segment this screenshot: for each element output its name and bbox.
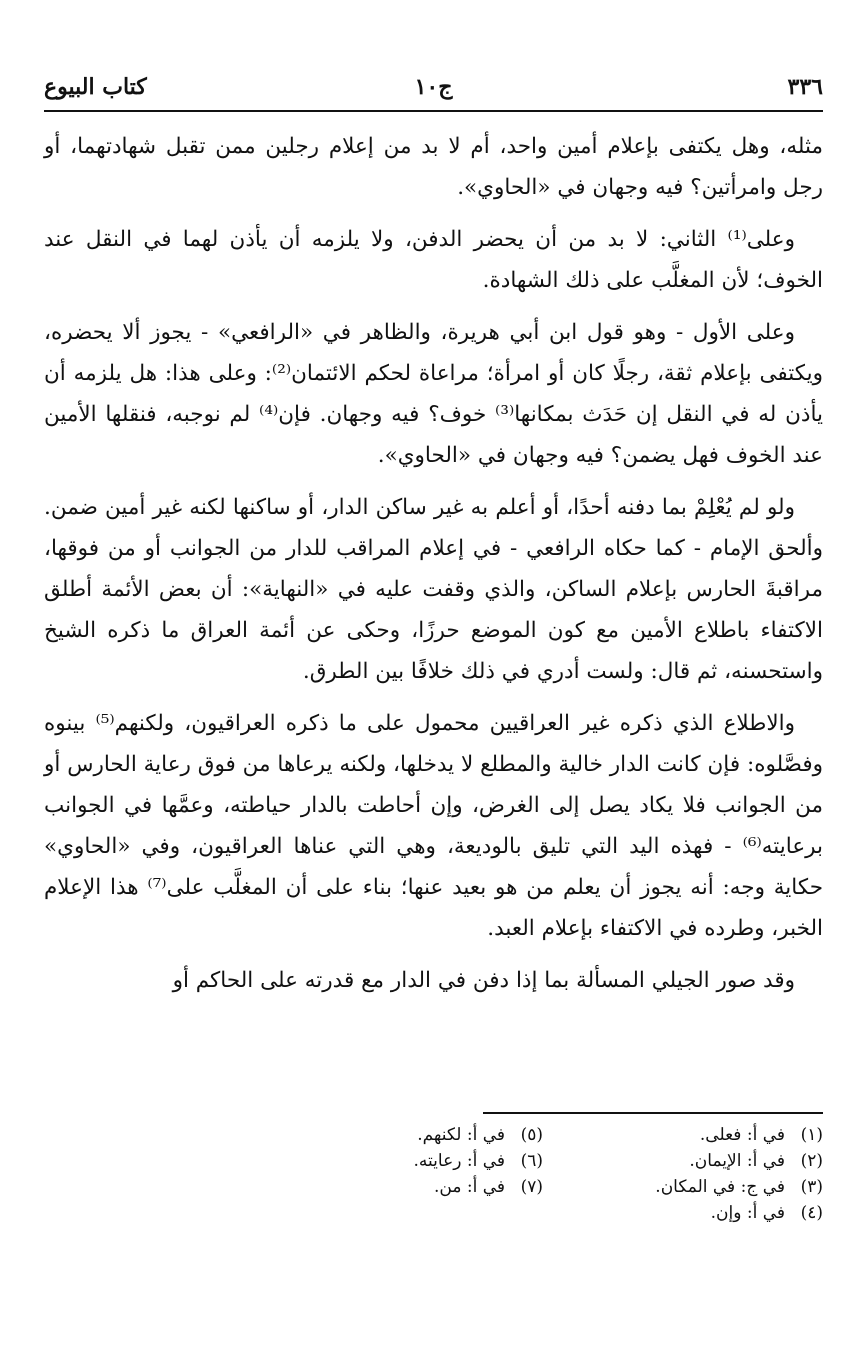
book-title: كتاب البيوع [44, 74, 147, 100]
footnote-text: في أ: من. [433, 1177, 505, 1197]
footnote [583, 1148, 823, 1174]
footnote-column-1 [583, 1122, 823, 1226]
paragraph: ولو لم يُعْلِمْ بما دفنه أحدًا، أو أعلم به غير ساكن الدار، أو ساكنها لكنه غير أمين ضمن. وألحق الإمام - كما حكاه الرافعي - في إعلام المراقب للدار من الجوانب أو من فوقها، مراقبةَ الحارس بإعلام الساكن، والذي وقفت عليه في «النهاية»: أن بعض الأئمة أطلق الاكتفاء باطلاع الأمين مع كون الموضع حرزًا، وحكى عن أئمة العراق ما ذكره الشيخ واستحسنه، ثم قال: ولست أدري في ذلك خلافًا بين الطرق. [44, 495, 823, 684]
footnote-column-2 [303, 1122, 543, 1226]
footnote [583, 1122, 823, 1148]
footnote-number: (٦) [520, 1151, 543, 1171]
footnote-text: في أ: لكنهم. [417, 1125, 505, 1145]
running-header [44, 60, 823, 112]
main-text [44, 126, 823, 1001]
page [44, 60, 823, 1012]
paragraph: وقد صور الجيلي المسألة بما إذا دفن في الدار مع قدرته على الحاكم أو [172, 968, 795, 993]
footnotes [44, 1112, 823, 1226]
footnote-number: (٣) [800, 1177, 823, 1197]
footnote-text: في أ: وإن. [710, 1203, 785, 1223]
footnote-number: (١) [800, 1125, 823, 1145]
footnote [303, 1148, 543, 1174]
page-number: ٣٣٦ [787, 74, 823, 100]
footnote [583, 1200, 823, 1226]
footnote-text: في أ: الإيمان. [689, 1151, 785, 1171]
footnote-number: (٧) [520, 1177, 543, 1197]
footnote-number: (٥) [520, 1125, 543, 1145]
footnote-text: في ج: في المكان. [655, 1177, 785, 1197]
paragraph: مثله، وهل يكتفى بإعلام أمين واحد، أم لا بد من إعلام رجلين ممن تقبل شهادتهما، أو رجل وامرأتين؟ فيه وجهان في «الحاوي». [44, 134, 823, 200]
footnote-rule [483, 1112, 823, 1114]
footnote-text: في أ: فعلى. [699, 1125, 785, 1145]
paragraph: وعلى الأول - وهو قول ابن أبي هريرة، والظاهر في «الرافعي» - يجوز ألا يحضره، ويكتفى بإعلام ثقة، رجلًا كان أو امرأة؛ مراعاة لحكم الائتمان⁽²⁾: وعلى هذا: هل يلزمه أن يأذن له في النقل إن حَدَث بمكانها⁽³⁾ خوف؟ فيه وجهان. فإن⁽⁴⁾ لم نوجبه، فنقلها الأمين عند الخوف فهل يضمن؟ فيه وجهان في «الحاوي». [44, 320, 823, 468]
footnote [303, 1122, 543, 1148]
volume-label: ج١٠ [414, 74, 453, 100]
footnote-text: في أ: رعايته. [413, 1151, 505, 1171]
footnote-number: (٢) [800, 1151, 823, 1171]
footnote-number: (٤) [800, 1203, 823, 1223]
paragraph: والاطلاع الذي ذكره غير العراقيين محمول على ما ذكره العراقيون، ولكنهم⁽⁵⁾ بينوه وفصَّلوه: فإن كانت الدار خالية والمطلع لا يدخلها، ولكنه يرعاها من فوق رعاية الحارس أو من الجوانب فلا يكاد يصل إلى الغرض، وإن أحاطت بالدار حياطته، وعمَّها في الجوانب برعايته⁽⁶⁾ - فهذه اليد التي تليق بالوديعة، وهي التي عناها العراقيون، وفي «الحاوي» حكاية وجه: أنه يجوز أن يعلم من هو بعيد عنها؛ بناء على أن المغلَّب على⁽⁷⁾ هذا الإعلام الخبر، وطرده في الاكتفاء بإعلام العبد. [44, 711, 823, 941]
paragraph: وعلى⁽¹⁾ الثاني: لا بد من أن يحضر الدفن، ولا يلزمه أن يأذن لهما في النقل عند الخوف؛ لأن المغلَّب على ذلك الشهادة. [44, 227, 823, 293]
footnote [303, 1174, 543, 1200]
footnote [583, 1174, 823, 1200]
